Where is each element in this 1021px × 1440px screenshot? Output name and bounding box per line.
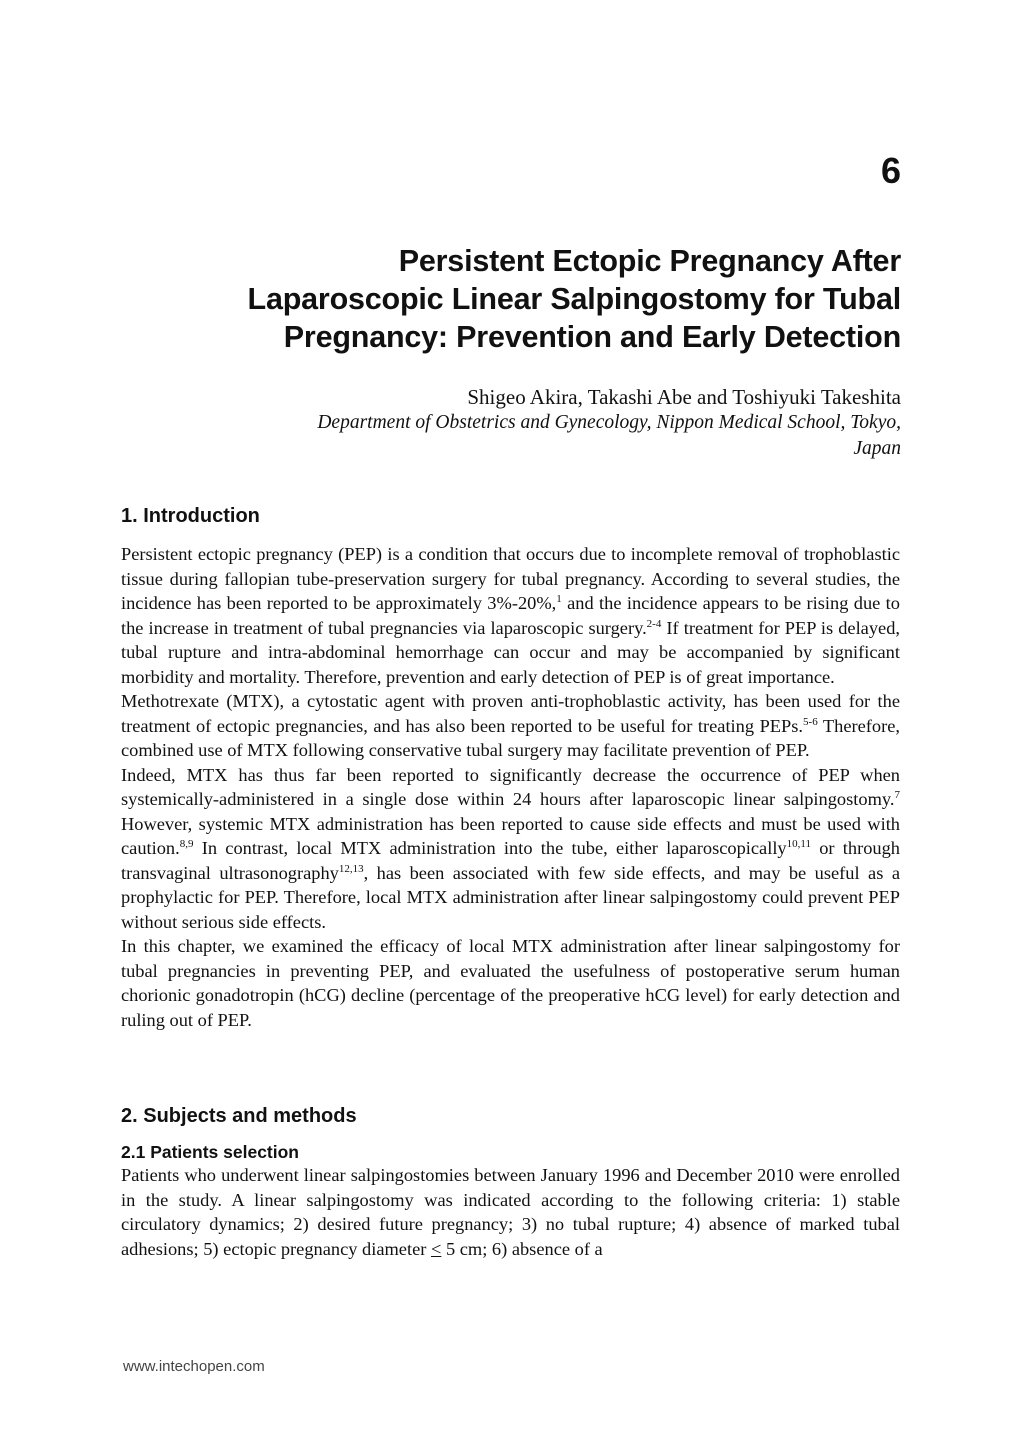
chapter-number: 6 <box>880 150 901 191</box>
text-run: and the incidence appears to be rising due to the increase in treatment of tubal pregnancies via laparoscopic surgery. <box>121 593 900 638</box>
paragraph <box>121 763 900 935</box>
paragraph <box>121 689 900 763</box>
affiliation <box>201 410 901 462</box>
text-run: In contrast, local MTX administration into the tube, either laparoscopically <box>193 838 787 858</box>
text-run: Patients who underwent linear salpingostomies between January 1996 and December 2010 were enrolled in the study. A linear salpingostomy was indicated according to the following criteria: 1) stable circulatory dynamics; 2) desired future pregnancy; 3) no tubal rupture; 4) absence of marked tubal adhesions; 5) ectopic pregnancy diameter <box>121 1165 900 1259</box>
text-run: Persistent ectopic pregnancy (PEP) is a condition that occurs due to incomplete removal of trophoblastic tissue during fallopian tube-preservation surgery for tubal pregnancy. According to several studies, the incidence has been reported to be approximately 3%-20%, <box>121 544 900 613</box>
citation: 12,13 <box>338 862 364 875</box>
citation: 7 <box>894 789 900 801</box>
citation: 2-4 <box>646 617 662 630</box>
chapter-title-line: Pregnancy: Prevention and Early Detection <box>283 320 901 354</box>
chapter-title <box>121 242 901 356</box>
introduction-body <box>121 542 900 1032</box>
citation: 8,9 <box>179 838 194 850</box>
citation: 1 <box>556 593 562 605</box>
footer-url[interactable]: www.intechopen.com <box>123 1358 265 1375</box>
subsection-heading-patients-selection: 2.1 Patients selection <box>121 1142 299 1162</box>
text-run: Indeed, MTX has thus far been reported to significantly decrease the occurrence of PEP when systemically-administered in a single dose within 24 hours after laparoscopic linear salpingostomy. <box>121 764 900 809</box>
section-heading-introduction: 1. Introduction <box>121 505 260 527</box>
text-run: , has been associated with few side effects, and may be useful as a prophylactic for PEP. Therefore, local MTX administration after linear salpingostomy could prevent PEP without serious side effects. <box>121 862 900 932</box>
chapter-title-line: Laparoscopic Linear Salpingostomy for Tubal <box>247 282 901 316</box>
paragraph: In this chapter, we examined the efficacy of local MTX administration after linear salpingostomy for tubal pregnancies in preventing PEP, and evaluated the usefulness of postoperative serum human chorionic gonadotropin (hCG) decline (percentage of the preoperative hCG level) for early detection and ruling out of PEP. <box>121 936 900 1030</box>
affiliation-line: Japan <box>853 438 901 459</box>
chapter-title-line: Persistent Ectopic Pregnancy After <box>398 244 901 278</box>
less-equal-symbol: < <box>430 1238 442 1259</box>
text-run: 5 cm; 6) absence of a <box>441 1238 603 1259</box>
text-run: Therefore, combined use of MTX following conservative tubal surgery may facilitate prevention of PEP. <box>121 715 900 760</box>
paragraph <box>121 1163 900 1261</box>
text-run: If treatment for PEP is delayed, tubal rupture and intra-abdominal hemorrhage can occur and may be accompanied by significant morbidity and mortality. Therefore, prevention and early detection of PEP is of great importance. <box>121 617 900 687</box>
authors: Shigeo Akira, Takashi Abe and Toshiyuki Takeshita <box>467 385 901 409</box>
paragraph <box>121 542 900 689</box>
affiliation-line: Department of Obstetrics and Gynecology, Nippon Medical School, Tokyo, <box>317 412 901 433</box>
methods-body <box>121 1163 900 1261</box>
citation: 10,11 <box>786 838 811 850</box>
section-heading-subjects-methods: 2. Subjects and methods <box>121 1105 357 1127</box>
text-run: However, systemic MTX administration has been reported to cause side effects and must be used with caution. <box>121 813 900 858</box>
citation: 5-6 <box>803 715 818 728</box>
text-run: or through transvaginal ultrasonography <box>121 838 900 883</box>
text-run: Methotrexate (MTX), a cytostatic agent with proven anti-trophoblastic activity, has been used for the treatment of ectopic pregnancies, and has also been reported to be useful for treating PEPs. <box>121 691 900 736</box>
